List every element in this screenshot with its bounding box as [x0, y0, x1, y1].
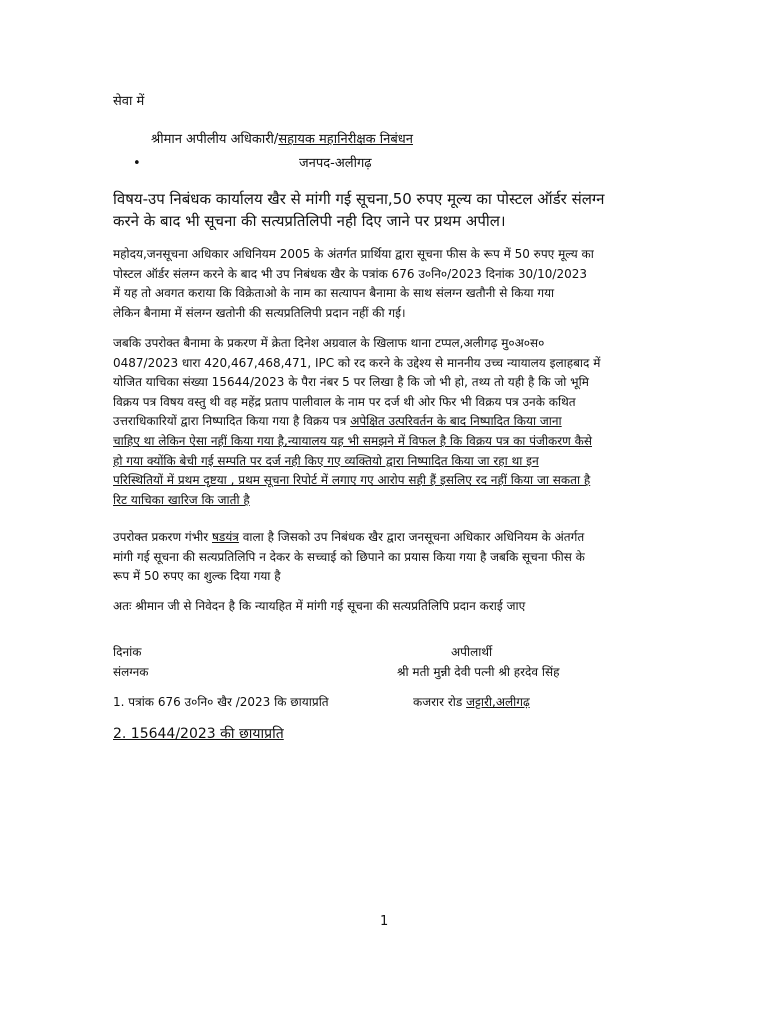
- paragraph-2: [113, 334, 658, 510]
- date-label: दिनांक: [113, 645, 142, 659]
- paragraph-text: वाला है जिसको उप निबंधक खैर द्वारा जनसूचना अधिकार अधिनियम के अंतर्गत: [238, 530, 585, 544]
- paragraph-1: [113, 245, 658, 323]
- paragraph-line: [113, 528, 658, 548]
- appellant-name: श्री मती मुन्नी देवी पत्नी श्री हरदेव सिंह: [397, 665, 560, 679]
- paragraph-line: मांगी गई सूचना की सत्यप्रतिलिपि न देकर के सच्चाई को छिपाने का प्रयास किया गया है जबकि सूचना फीस के: [113, 549, 585, 564]
- paragraph-text: उपरोक्त प्रकरण गंभीर: [113, 530, 212, 544]
- subject-line: करने के बाद भी सूचना की सत्यप्रतिलिपी नही दिए जाने पर प्रथम अपील।: [113, 212, 506, 230]
- page-number: 1: [380, 914, 389, 929]
- paragraph-underlined-line: चाहिए था लेकिन ऐसा नहीं किया गया है,न्यायालय यह भी समझने में विफल है कि विक्रय पत्र का पंजीकरण कैसे: [113, 433, 592, 448]
- paragraph-line: लेकिन बैनामा में संलग्न खतोनी की सत्यप्रतिलिपी प्रदान नहीं की गई।: [113, 305, 406, 320]
- address-underlined-text: जट्टारी,अलीगढ़: [466, 695, 530, 709]
- paragraph-line: रूप में 50 रुपए का शुल्क दिया गया है: [113, 569, 281, 584]
- paragraph-underlined-line: परिस्थितियों में प्रथम दृष्टया , प्रथम सूचना रिपोर्ट में लगाए गए आरोप सही हैं इसलिए रद नहीं किया जा सकता है: [113, 473, 591, 488]
- paragraph-3: [113, 528, 658, 587]
- addressee-office: सहायक महानिरीक्षक निबंधन: [278, 132, 413, 147]
- paragraph-line: महोदय,जनसूचना अधिकार अधिनियम 2005 के अंतर्गत प्रार्थिया द्वारा सूचना फीस के रूप में 50 रुपए मूल्य का: [113, 247, 594, 261]
- addressee-title: श्रीमान अपीलीय अधिकारी/: [151, 132, 279, 147]
- enclosure-item-2: 2. 15644/2023 की छायाप्रति: [113, 726, 284, 742]
- paragraph-line: जबकि उपरोक्त बैनामा के प्रकरण में क्रेता दिनेश अग्रवाल के खिलाफ थाना टप्पल,अलीगढ़ मु०अ०स०: [113, 336, 545, 350]
- paragraph-line: [113, 412, 658, 432]
- enclosure-label: संलग्नक: [113, 665, 149, 679]
- addressee-district: जनपद-अलीगढ़: [299, 156, 372, 171]
- paragraph-text: उत्तराधिकारियों द्वारा निष्पादित किया गया है विक्रय पत्र: [113, 414, 351, 429]
- subject-line: विषय-उप निबंधक कार्यालय खैर से मांगी गई सूचना,50 रुपए मूल्य का पोस्टल ऑर्डर संलग्न: [113, 190, 605, 208]
- request-paragraph: [113, 597, 658, 617]
- paragraph-underlined-line: रिट याचिका खारिज कि जाती है: [113, 492, 250, 507]
- paragraph-underlined-text: षडयंत्र: [211, 530, 239, 544]
- salutation: सेवा में: [113, 94, 145, 109]
- address-text: कजरार रोड: [413, 695, 467, 709]
- enclosure-item-1: 1. पत्रांक 676 उ०नि० खैर /2023 कि छायाप्रति: [113, 695, 329, 709]
- paragraph-line: 0487/2023 धारा 420,467,468,471, IPC को रद करने के उद्देश्य से माननीय उच्च न्यायालय इलाहबाद में: [113, 355, 601, 370]
- paragraph-line: योजित याचिका संख्या 15644/2023 के पैरा नंबर 5 पर लिखा है कि जो भी हो, तथ्य तो यही है कि जो भूमि: [113, 375, 589, 390]
- paragraph-underlined-text: अपेक्षित उत्परिवर्तन के बाद निष्पादित किया जाना: [350, 414, 562, 429]
- bullet: •: [133, 156, 141, 171]
- appellant-address: [413, 692, 530, 712]
- appellant-label: अपीलार्थी: [451, 645, 493, 659]
- paragraph-underlined-line: हो गया क्योंकि बेची गई सम्पति पर दर्ज नही किए गए व्यक्तियो द्वारा निष्पादित किया जा रहा था इन: [113, 453, 539, 468]
- addressee-line-1: [151, 130, 413, 150]
- paragraph-line: विक्रय पत्र विषय वस्तु थी वह महेंद्र प्रताप पालीवाल के नाम पर दर्ज थी ओर फिर भी विक्रय पत्र उनके कथित: [113, 394, 576, 409]
- request-line: अतः श्रीमान जी से निवेदन है कि न्यायहित में मांगी गई सूचना की सत्यप्रतिलिपि प्रदान कराई जाए: [113, 599, 526, 613]
- subject: [113, 188, 673, 232]
- paragraph-line: पोस्टल ऑर्डर संलग्न करने के बाद भी उप निबंधक खैर के पत्रांक 676 उ०नि०/2023 दिनांक 30/10/2023: [113, 266, 588, 281]
- paragraph-line: में यह तो अवगत कराया कि विक्रेताओ के नाम का सत्यापन बैनामा के साथ संलग्न खतौनी से किया गया: [113, 286, 555, 301]
